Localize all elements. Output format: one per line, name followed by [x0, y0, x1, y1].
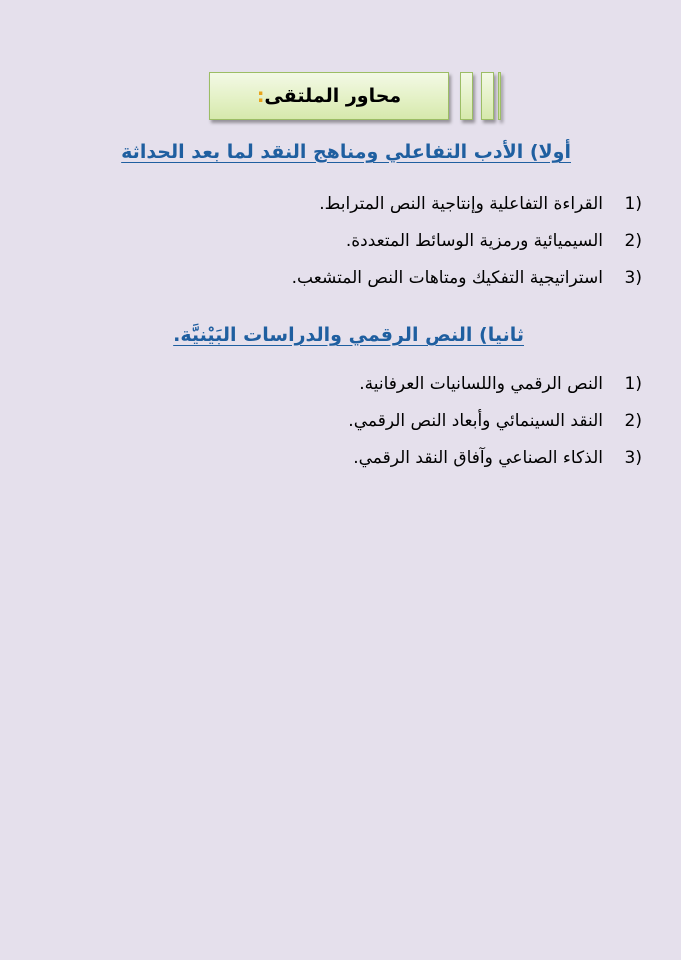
title-decor-stripe	[460, 72, 473, 120]
list-item	[0, 231, 681, 268]
list-item-text: السيميائية ورمزية الوسائط المتعددة.	[345, 231, 603, 251]
section-1-heading: أولا) الأدب التفاعلي ومناهج النقد لما بعد الحداثة	[121, 141, 571, 163]
section-1-list	[0, 194, 681, 305]
list-item-number: 1)	[624, 194, 642, 214]
list-item-number: 2)	[624, 411, 642, 431]
list-item-number: 2)	[624, 231, 642, 251]
page-title-colon: :	[256, 85, 265, 107]
list-item	[0, 268, 681, 305]
list-item	[0, 411, 681, 448]
list-item-text: النقد السينمائي وأبعاد النص الرقمي.	[348, 411, 603, 431]
title-banner	[209, 72, 501, 120]
section-2-list	[0, 374, 681, 485]
list-item-text: القراءة التفاعلية وإنتاجية النص المترابط.	[319, 194, 603, 214]
list-item-text: النص الرقمي واللسانيات العرفانية.	[359, 374, 603, 394]
list-item-text: استراتيجية التفكيك ومتاهات النص المتشعب.	[291, 268, 603, 288]
section-2-heading: ثانيا) النص الرقمي والدراسات البَيْنيَّة.	[173, 324, 524, 346]
list-item-number: 3)	[624, 448, 642, 468]
list-item	[0, 448, 681, 485]
title-box-main	[209, 72, 449, 120]
page-title-text: محاور الملتقى	[264, 85, 402, 107]
page-title	[257, 85, 401, 107]
title-decor-stripe	[498, 72, 501, 120]
list-item-number: 1)	[624, 374, 642, 394]
list-item	[0, 374, 681, 411]
title-decor-stripe	[481, 72, 494, 120]
list-item-number: 3)	[624, 268, 642, 288]
list-item-text: الذكاء الصناعي وآفاق النقد الرقمي.	[353, 448, 603, 468]
list-item	[0, 194, 681, 231]
